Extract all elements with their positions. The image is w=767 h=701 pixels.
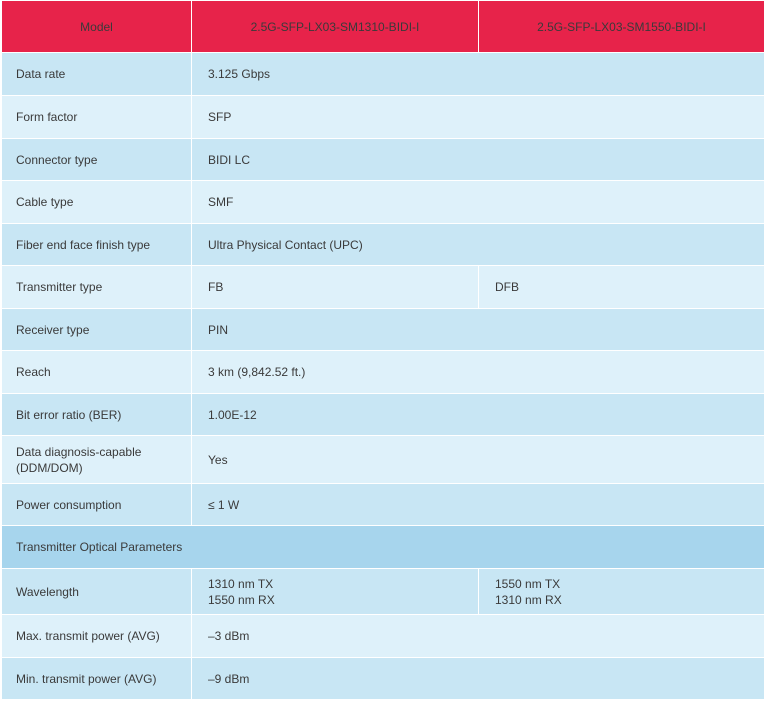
table-row-reach	[2, 351, 765, 394]
row-label: Form factor	[2, 96, 192, 139]
row-label: Connector type	[2, 139, 192, 181]
table-row-min-tx-power	[2, 658, 765, 700]
table-row-cable-type	[2, 181, 765, 224]
table-row-ddm	[2, 436, 765, 484]
row-label-line1: Data diagnosis-capable	[16, 444, 142, 459]
wavelength-rx: 1310 nm RX	[495, 592, 562, 607]
row-value: –3 dBm	[192, 615, 765, 658]
table-row-transmitter-type	[2, 266, 765, 309]
row-label: Wavelength	[2, 569, 192, 615]
row-value-1550: DFB	[479, 266, 765, 309]
row-label: Bit error ratio (BER)	[2, 394, 192, 436]
section-header-transmitter	[2, 526, 765, 569]
row-label: Data rate	[2, 53, 192, 96]
row-label-line2: (DDM/DOM)	[16, 460, 83, 475]
row-value-1550	[479, 569, 765, 615]
row-value: 1.00E-12	[192, 394, 765, 436]
row-value: 3 km (9,842.52 ft.)	[192, 351, 765, 394]
row-value: 3.125 Gbps	[192, 53, 765, 96]
wavelength-rx: 1550 nm RX	[208, 592, 275, 607]
row-label: Reach	[2, 351, 192, 394]
header-model-1550: 2.5G-SFP-LX03-SM1550-BIDI-I	[479, 1, 765, 53]
row-value: Yes	[192, 436, 765, 484]
wavelength-tx: 1550 nm TX	[495, 576, 561, 591]
wavelength-tx: 1310 nm TX	[208, 576, 274, 591]
table-row-power	[2, 484, 765, 526]
table-row-fiber-finish	[2, 224, 765, 266]
row-label: Cable type	[2, 181, 192, 224]
spec-table	[1, 0, 765, 700]
table-row-receiver-type	[2, 309, 765, 351]
row-label: Fiber end face finish type	[2, 224, 192, 266]
section-title: Transmitter Optical Parameters	[2, 526, 765, 569]
table-row-form-factor	[2, 96, 765, 139]
row-value-1310: FB	[192, 266, 479, 309]
table-row-data-rate	[2, 53, 765, 96]
row-label: Transmitter type	[2, 266, 192, 309]
header-model: Model	[2, 1, 192, 53]
table-row-ber	[2, 394, 765, 436]
table-row-wavelength	[2, 569, 765, 615]
row-value: BIDI LC	[192, 139, 765, 181]
table-row-connector-type	[2, 139, 765, 181]
row-value: ≤ 1 W	[192, 484, 765, 526]
header-model-1310: 2.5G-SFP-LX03-SM1310-BIDI-I	[192, 1, 479, 53]
row-label: Receiver type	[2, 309, 192, 351]
row-label: Min. transmit power (AVG)	[2, 658, 192, 700]
row-label: Max. transmit power (AVG)	[2, 615, 192, 658]
table-header-row	[2, 1, 765, 53]
row-value: PIN	[192, 309, 765, 351]
row-value: –9 dBm	[192, 658, 765, 700]
row-label	[2, 436, 192, 484]
table-row-max-tx-power	[2, 615, 765, 658]
row-value: Ultra Physical Contact (UPC)	[192, 224, 765, 266]
row-value-1310	[192, 569, 479, 615]
row-value: SFP	[192, 96, 765, 139]
row-value: SMF	[192, 181, 765, 224]
row-label: Power consumption	[2, 484, 192, 526]
